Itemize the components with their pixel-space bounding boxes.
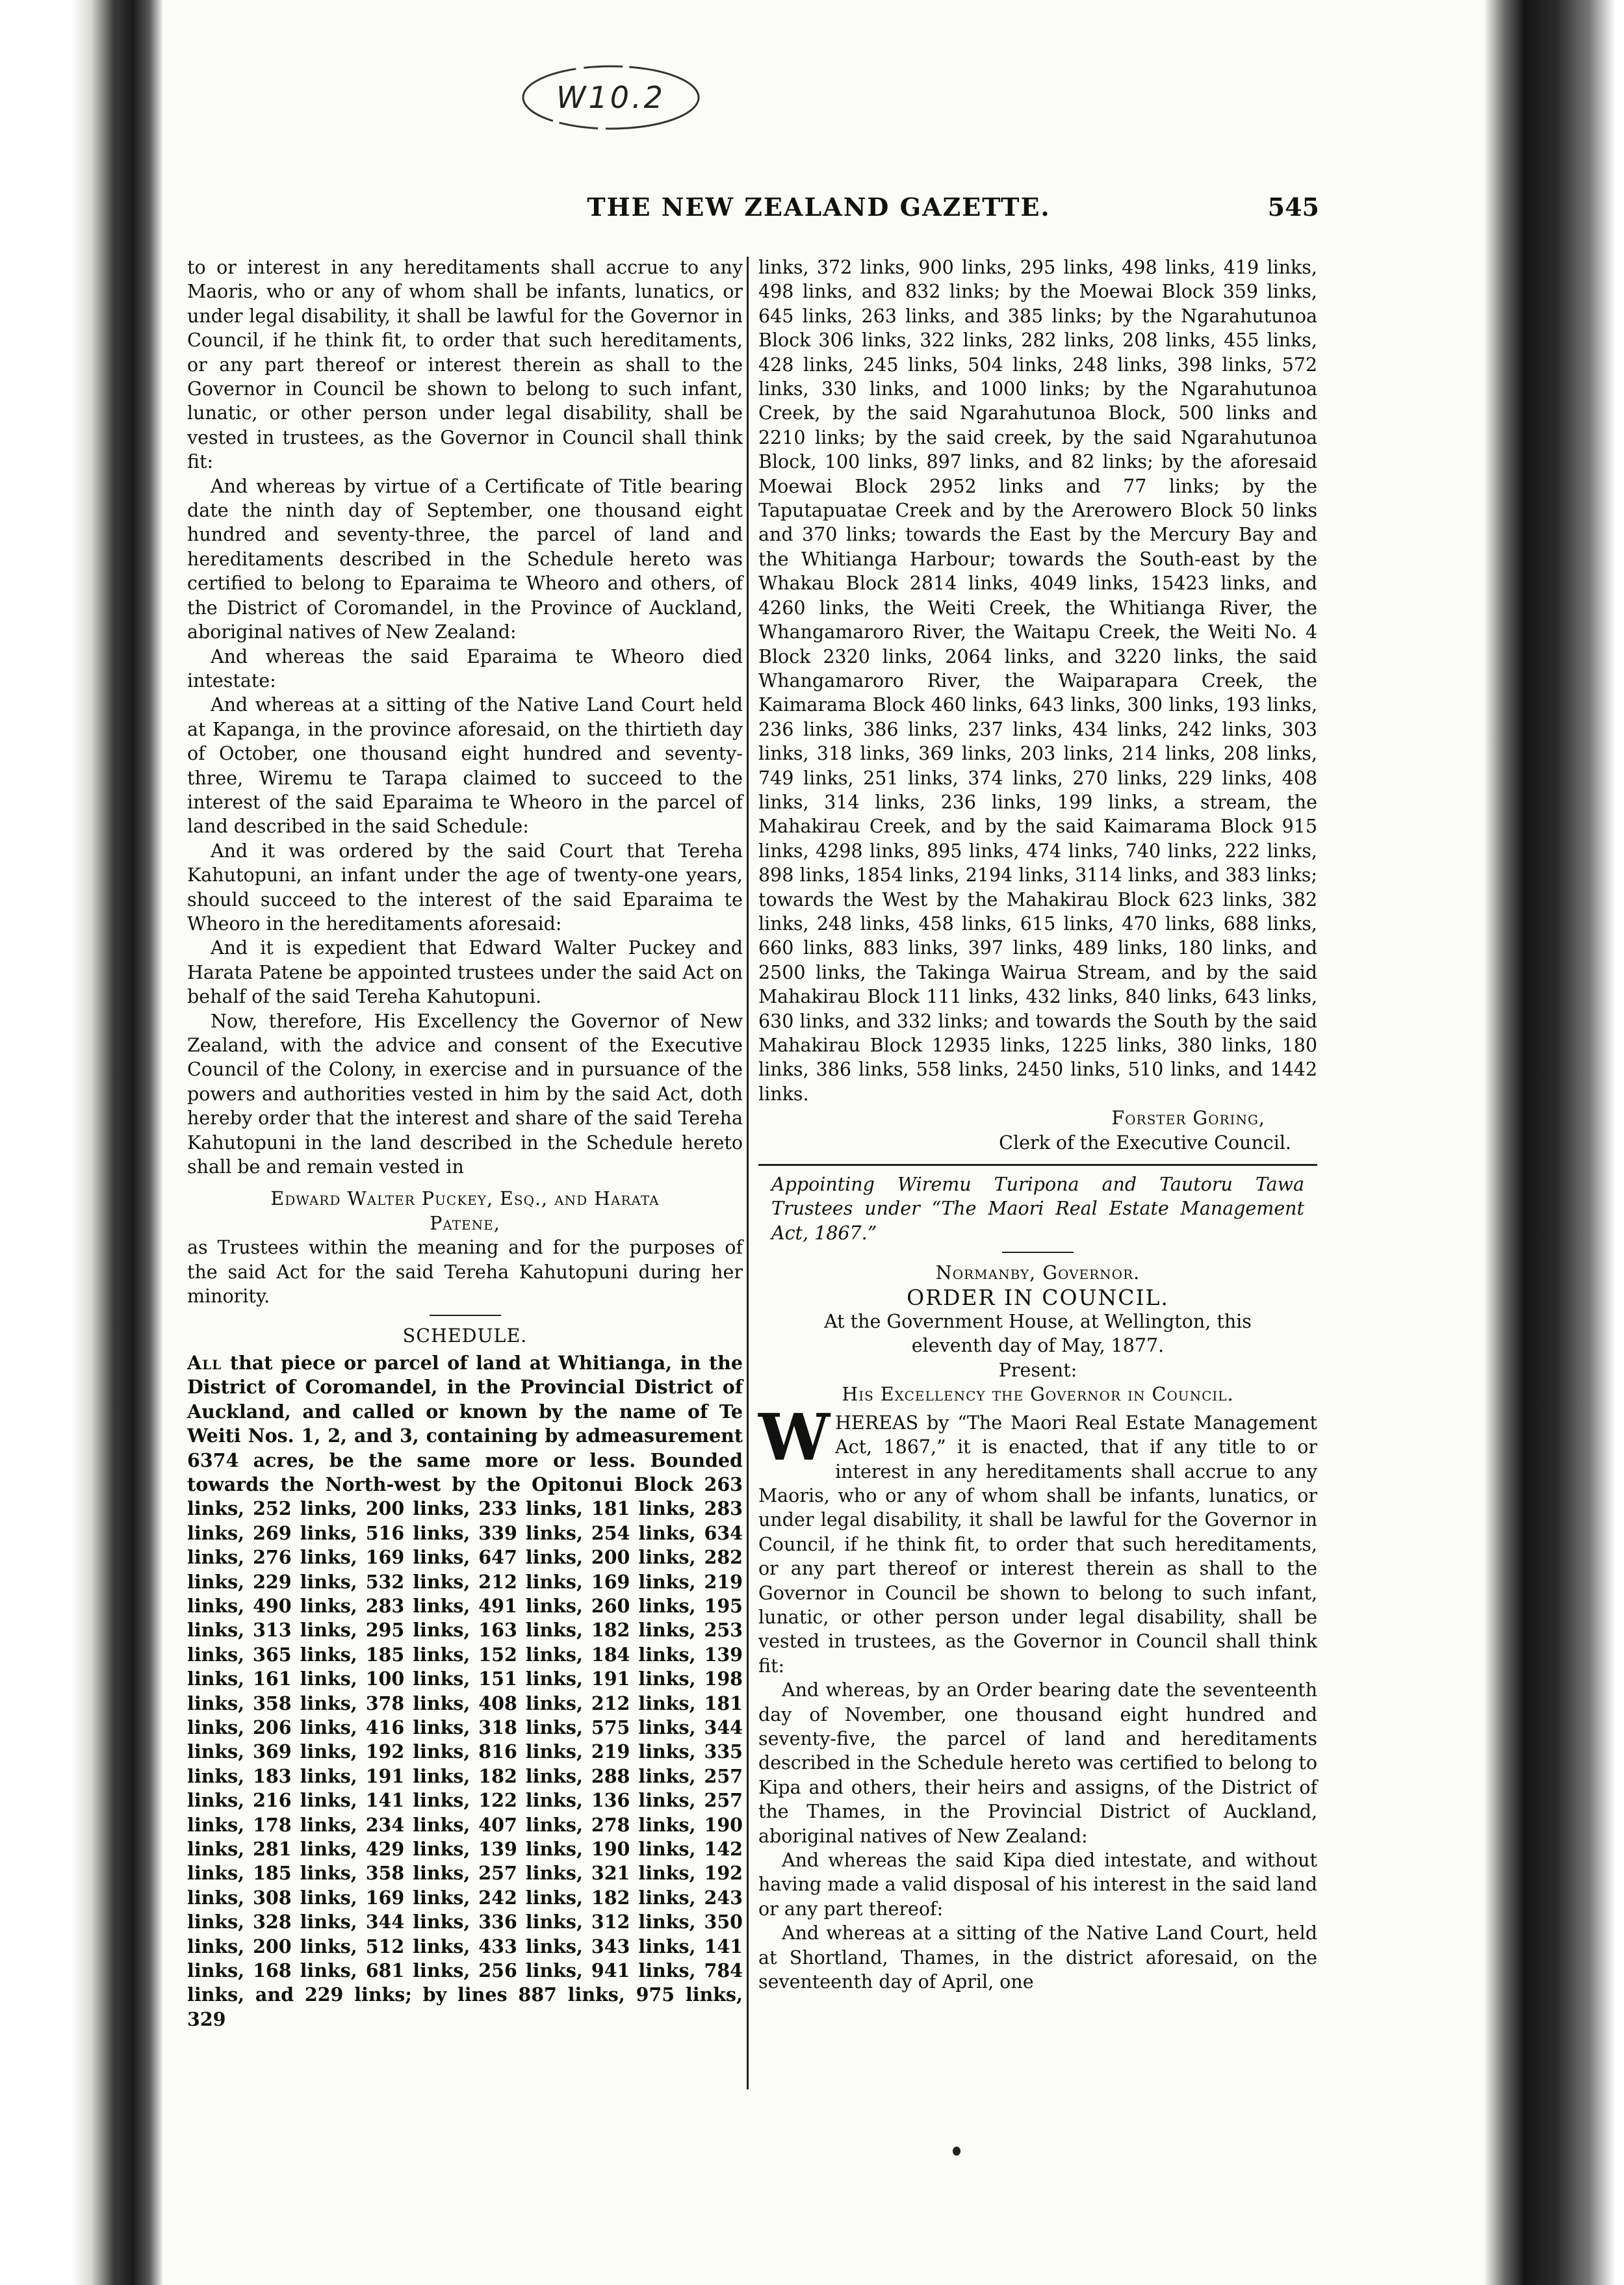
schedule-text: that piece or parcel of land at Whitianga, in the District of Coromandel, in the Provincial District of Auckland, and called or known by the name of Te Weiti Nos. 1, 2, and 3, containing by admeasurement 6374 acres, be the same more or less. Bounded towards the North-west by the Opitonui Block 263 links, 252 links, 200 links, 233 links, 181 links, 283 links, 269 links, 516 links, 339 links, 254 links, 634 links, 276 links, 169 links, 647 links, 200 links, 282 links, 229 links, 532 links, 212 links, 169 links, 219 links, 490 links, 283 links, 491 links, 260 links, 195 links, 313 links, 295 links, 163 links, 182 links, 253 links, 365 links, 185 links, 152 links, 184 links, 139 links, 161 links, 100 links, 151 links, 191 links, 198 links, 358 links, 378 links, 408 links, 212 links, 181 links, 206 links, 416 links, 318 links, 575 links, 344 links, 369 links, 192 links, 816 links, 219 links, 335 links, 183 links, 191 links, 182 links, 288 links, 257 links, 216 links, 141 links, 122 links, 136 links, 257 links, 178 links, 234 links, 407 links, 278 links, 190 links, 281 links, 429 links, 139 links, 190 links, 142 links, 185 links, 358 links, 257 links, 321 links, 192 links, 308 links, 169 links, 242 links, 182 links, 243 links, 328 links, 344 links, 336 links, 312 links, 350 links, 200 links, 512 links, 433 links, 343 links, 141 links, 168 links, 681 links, 256 links, 941 links, 784 links, and 229 links; by lines 887 links, 975 links, 329 — [187, 1351, 743, 2030]
handwritten-archive-mark — [513, 52, 708, 143]
paragraph — [758, 1400, 1317, 1678]
page-title: THE NEW ZEALAND GAZETTE. — [587, 192, 1051, 222]
footer-mark — [953, 2147, 960, 2156]
trustee-names-continued: Patene, — [430, 1212, 500, 1234]
paragraph: to or interest in any hereditaments shall accrue to any Maoris, who or any of whom shall be infants, lunatics, or under legal disability, it shall be lawful for the Governor in Council, if he think fit, to order that such hereditaments, or any part thereof or interest therein as shall to the Governor in Council be shown to belong to such infant, lunatic, or other person under legal disability, shall be vested in trustees, as the Governor in Council shall think fit: — [187, 257, 743, 473]
schedule-lead-word: All — [187, 1351, 222, 1374]
order-heading: ORDER IN COUNCIL. — [907, 1284, 1169, 1310]
present-line: Present: — [998, 1359, 1077, 1381]
section-divider — [1002, 1252, 1074, 1253]
paragraph: And whereas at a sitting of the Native Land Court held at Kapanga, in the province aforesaid, on the thirtieth day of October, one thousand eight hundred and seventy-three, Wiremu te Tarapa claimed to succeed to the interest of the said Eparaima te Wheoro in the parcel of land described in the said Schedule: — [187, 694, 743, 838]
scan-left-edge — [0, 0, 162, 2285]
schedule-heading: SCHEDULE. — [402, 1325, 528, 1347]
handwritten-note: W10.2 — [556, 80, 665, 115]
right-column — [758, 255, 1317, 1994]
paragraph: And whereas, by an Order bearing date the seventeenth day of November, one thousand eight hundred and seventy-five, the parcel of land and hereditaments described in the Schedule hereto was certified to belong to Kipa and others, their heirs and assigns, of the District of the Thames, in the Provincial District of Auckland, aboriginal natives of New Zealand: — [758, 1679, 1317, 1847]
signature-name: Forster Goring, — [1111, 1107, 1265, 1130]
place-date: At the Government House, at Wellington, this eleventh day of May, 1877. — [824, 1311, 1252, 1357]
section-divider — [430, 1315, 501, 1316]
schedule-body — [187, 1351, 743, 2032]
paragraph: And whereas the said Kipa died intestate, and without having made a valid disposal of his interest in the said land or any part thereof: — [758, 1850, 1317, 1920]
paragraph: And whereas by virtue of a Certificate of Title bearing date the ninth day of September, one thousand eight hundred and seventy-three, the parcel of land and hereditaments described in the Schedule hereto was certified to belong to Eparaima te Wheoro and others, of the District of Coromandel, in the Province of Auckland, aboriginal natives of New Zealand: — [187, 475, 743, 643]
paragraph: Now, therefore, His Excellency the Governor of New Zealand, with the advice and consent of the Executive Council of the Colony, in exercise and in pursuance of the powers and authorities vested in him by the said Act, doth hereby order that the interest and share of the said Tereha Kahutopuni in the land described in the Schedule hereto shall be and remain vested in — [187, 1010, 743, 1178]
paragraph: And whereas the said Eparaima te Wheoro died intestate: — [187, 645, 743, 691]
paragraph: links, 372 links, 900 links, 295 links, 498 links, 419 links, 498 links, and 832 links; by the Moewai Block 359 links, 645 links, 263 links, and 385 links; by the Ngarahutunoa Block 306 links, 322 links, 282 links, 208 links, 455 links, 428 links, 245 links, 504 links, 248 links, 398 links, 572 links, 330 links, and 1000 links; by the Ngarahutunoa Creek, by the said Ngarahutunoa Block, 500 links and 2210 links; by the said creek, by the said Ngarahutunoa Block, 100 links, 897 links, and 82 links; by the aforesaid Moewai Block 2952 links and 77 links; by the Taputapuatae Creek and by the Arerowero Block 50 links and 370 links; towards the East by the Mercury Bay and the Whitianga Harbour; towards the South-east by the Whakau Block 2814 links, 4049 links, 15423 links, and 4260 links, the Weiti Creek, the Whitianga River, the Whangamaroro River, the Waitapu Creek, the Weiti No. 4 Block 2320 links, 2064 links, and 3220 links, the said Whangamaroro River, the Waiparapara Creek, the Kaimarama Block 460 links, 643 links, 300 links, 193 links, 236 links, 386 links, 237 links, 434 links, 242 links, 303 links, 318 links, 369 links, 203 links, 214 links, 208 links, 749 links, 251 links, 374 links, 270 links, 229 links, 408 links, 314 links, 236 links, 199 links, a stream, the Mahakirau Creek, and by the said Kaimarama Block 915 links, 4298 links, 895 links, 474 links, 740 links, 222 links, 898 links, 1854 links, 2194 links, 3114 links, and 383 links; towards the West by the Mahakirau Block 623 links, 382 links, 248 links, 458 links, 615 links, 470 links, 688 links, 660 links, 883 links, 397 links, 489 links, 180 links, and 2500 links, the Takinga Wairua Stream, and by the said Mahakirau Block 111 links, 432 links, 840 links, 643 links, 630 links, and 332 links; and towards the South by the said Mahakirau Block 12935 links, 1225 links, 380 links, 180 links, 386 links, 558 links, 2450 links, 510 links, and 1442 links. — [758, 257, 1317, 1105]
paragraph: And it is expedient that Edward Walter Puckey and Harata Patene be appointed trustees under the said Act on behalf of the said Tereha Kahutopuni. — [187, 937, 743, 1008]
paragraph: And it was ordered by the said Court that Tereha Kahutopuni, an infant under the age of twenty-one years, should succeed to the interest of the said Eparaima te Wheoro in the hereditaments aforesaid: — [187, 840, 743, 935]
signature-title: Clerk of the Executive Council. — [999, 1131, 1291, 1154]
paragraph-text: HEREAS by “The Maori Real Estate Management Act, 1867,” it is enacted, that if any title to or interest in any hereditaments shall accrue to any Maoris, who or any of whom shall be infants, lunatics, or under legal disability, it shall be lawful for the Governor in Council, if he think fit, to order that such hereditaments, or any part thereof or interest therein as shall to the Governor in Council be shown to belong to such infant, lunatic, or other person under legal disability, shall be vested in trustees, as the Governor in Council shall think fit: — [758, 1412, 1317, 1677]
section-divider — [758, 1164, 1317, 1166]
governor-line: Normanby, Governor. — [935, 1262, 1141, 1284]
left-column — [187, 255, 743, 2032]
drop-cap: W — [758, 1400, 831, 1475]
column-divider — [747, 257, 749, 2089]
page-number: 545 — [1267, 192, 1319, 222]
paragraph: And whereas at a sitting of the Native Land Court, held at Shortland, Thames, in the district aforesaid, on the seventeenth day of April, one — [758, 1922, 1317, 1993]
scan-right-edge — [1485, 0, 1624, 2285]
notice-title: Appointing Wiremu Turipona and Tautoru Tawa Trustees under “The Maori Real Estate Management Act, 1867.” — [771, 1174, 1304, 1244]
council-line: His Excellency the Governor in Council. — [842, 1384, 1234, 1406]
trustee-names: Edward Walter Puckey, Esq., and Harata — [270, 1188, 660, 1210]
paragraph: as Trustees within the meaning and for the purposes of the said Act for the said Tereha Kahutopuni during her minority. — [187, 1237, 743, 1308]
